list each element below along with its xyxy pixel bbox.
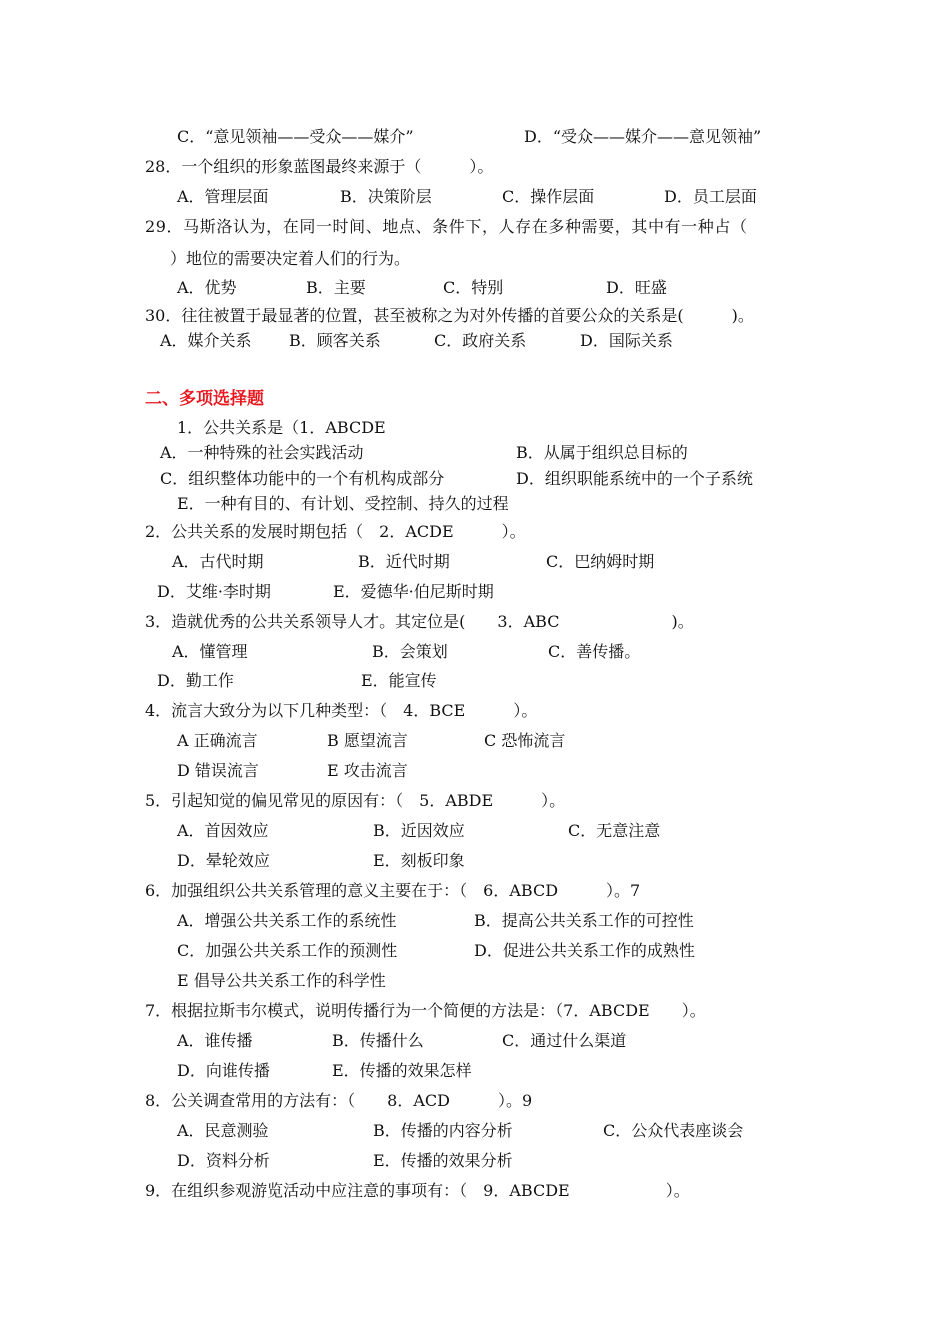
mc-question-7: 7．根据拉斯韦尔模式，说明传播行为一个简便的方法是：（7．ABCDE ）。	[145, 1001, 706, 1020]
mc-q3-option-d: D．勤工作	[157, 671, 234, 690]
q28-option-a: A．管理层面	[177, 187, 269, 206]
mc-q7-option-b: B．传播什么	[332, 1031, 424, 1050]
mc-q5-option-c: C．无意注意	[568, 821, 661, 840]
q28-option-c: C．操作层面	[502, 187, 595, 206]
question-29-line-2: ）地位的需要决定着人们的行为。	[170, 249, 411, 268]
mc-question-8: 8．公关调查常用的方法有：（ 8．ACD ）。9	[145, 1091, 533, 1110]
mc-question-3: 3．造就优秀的公共关系领导人才。其定位是( 3．ABC )。	[145, 612, 694, 631]
mc-q1-option-b: B．从属于组织总目标的	[516, 443, 688, 462]
mc-q4-option-e: E 攻击流言	[327, 761, 408, 780]
mc-q1-option-e: E．一种有目的、有计划、受控制、持久的过程	[177, 494, 509, 513]
mc-q8-option-c: C．公众代表座谈会	[603, 1121, 744, 1140]
mc-q6-option-d: D．促进公共关系工作的成熟性	[474, 941, 695, 960]
mc-q4-option-a: A 正确流言	[177, 731, 258, 750]
mc-q6-option-a: A．增强公共关系工作的系统性	[177, 911, 397, 930]
mc-q3-option-c: C．善传播。	[548, 642, 641, 661]
q28-option-d: D．员工层面	[664, 187, 757, 206]
mc-q7-option-c: C．通过什么渠道	[502, 1031, 627, 1050]
mc-q6-option-b: B．提高公共关系工作的可控性	[474, 911, 694, 930]
q29-option-c: C．特别	[443, 278, 504, 297]
mc-q8-option-a: A．民意测验	[177, 1121, 269, 1140]
q30-option-c: C．政府关系	[434, 331, 527, 350]
q30-option-b: B．顾客关系	[289, 331, 381, 350]
mc-q2-option-a: A．古代时期	[172, 552, 264, 571]
mc-q5-option-a: A．首因效应	[177, 821, 269, 840]
mc-q7-option-a: A．谁传播	[177, 1031, 253, 1050]
mc-q2-option-e: E．爱德华·伯尼斯时期	[333, 582, 494, 601]
mc-q2-option-d: D．艾维·李时期	[157, 582, 271, 601]
q27-option-c: C．“意见领袖——受众——媒介”	[177, 127, 414, 146]
mc-q3-option-b: B．会策划	[372, 642, 448, 661]
q29-option-a: A．优势	[177, 278, 237, 297]
mc-q4-option-c: C 恐怖流言	[484, 731, 566, 750]
mc-q6-option-e: E 倡导公共关系工作的科学性	[177, 971, 386, 990]
question-30: 30．往往被置于最显著的位置，甚至被称之为对外传播的首要公众的关系是( )。	[145, 306, 754, 325]
mc-q1-option-a: A．一种特殊的社会实践活动	[160, 443, 364, 462]
mc-q8-option-d: D．资料分析	[177, 1151, 270, 1170]
question-28: 28．一个组织的形象蓝图最终来源于（ ）。	[145, 157, 494, 176]
mc-q2-option-b: B．近代时期	[358, 552, 450, 571]
mc-question-5: 5．引起知觉的偏见常见的原因有：（ 5．ABDE ）。	[145, 791, 566, 810]
mc-q1-option-d: D．组织职能系统中的一个子系统	[516, 469, 753, 488]
mc-q4-option-d: D 错误流言	[177, 761, 259, 780]
mc-q1-option-c: C．组织整体功能中的一个有机构成部分	[160, 469, 445, 488]
q27-option-d: D．“受众——媒介——意见领袖”	[524, 127, 762, 146]
q28-option-b: B．决策阶层	[340, 187, 432, 206]
mc-q5-option-e: E．刻板印象	[373, 851, 465, 870]
q30-option-a: A．媒介关系	[160, 331, 252, 350]
mc-q5-option-b: B．近因效应	[373, 821, 465, 840]
mc-q7-option-d: D．向谁传播	[177, 1061, 270, 1080]
q29-option-b: B．主要	[306, 278, 366, 297]
mc-q5-option-d: D．晕轮效应	[177, 851, 270, 870]
mc-q7-option-e: E．传播的效果怎样	[332, 1061, 472, 1080]
mc-question-9: 9．在组织参观游览活动中应注意的事项有：（ 9．ABCDE ）。	[145, 1181, 690, 1200]
mc-q8-option-e: E．传播的效果分析	[373, 1151, 513, 1170]
section-heading-multiple-choice: 二、多项选择题	[145, 389, 264, 409]
mc-q3-option-e: E．能宣传	[361, 671, 437, 690]
mc-question-6: 6．加强组织公共关系管理的意义主要在于：（ 6．ABCD ）。7	[145, 881, 641, 900]
mc-q6-option-c: C．加强公共关系工作的预测性	[177, 941, 398, 960]
mc-q4-option-b: B 愿望流言	[327, 731, 408, 750]
mc-q3-option-a: A．懂管理	[172, 642, 248, 661]
mc-q2-option-c: C．巴纳姆时期	[546, 552, 655, 571]
mc-question-1: 1．公共关系是（1．ABCDE	[177, 418, 386, 437]
q30-option-d: D．国际关系	[580, 331, 673, 350]
mc-q8-option-b: B．传播的内容分析	[373, 1121, 513, 1140]
question-29-line-1: 29．马斯洛认为，在同一时间、地点、条件下，人存在多种需要，其中有一种占（	[145, 217, 748, 236]
mc-question-2: 2．公共关系的发展时期包括（ 2．ACDE ）。	[145, 522, 526, 541]
mc-question-4: 4．流言大致分为以下几种类型：（ 4．BCE ）。	[145, 701, 538, 720]
q29-option-d: D．旺盛	[606, 278, 667, 297]
